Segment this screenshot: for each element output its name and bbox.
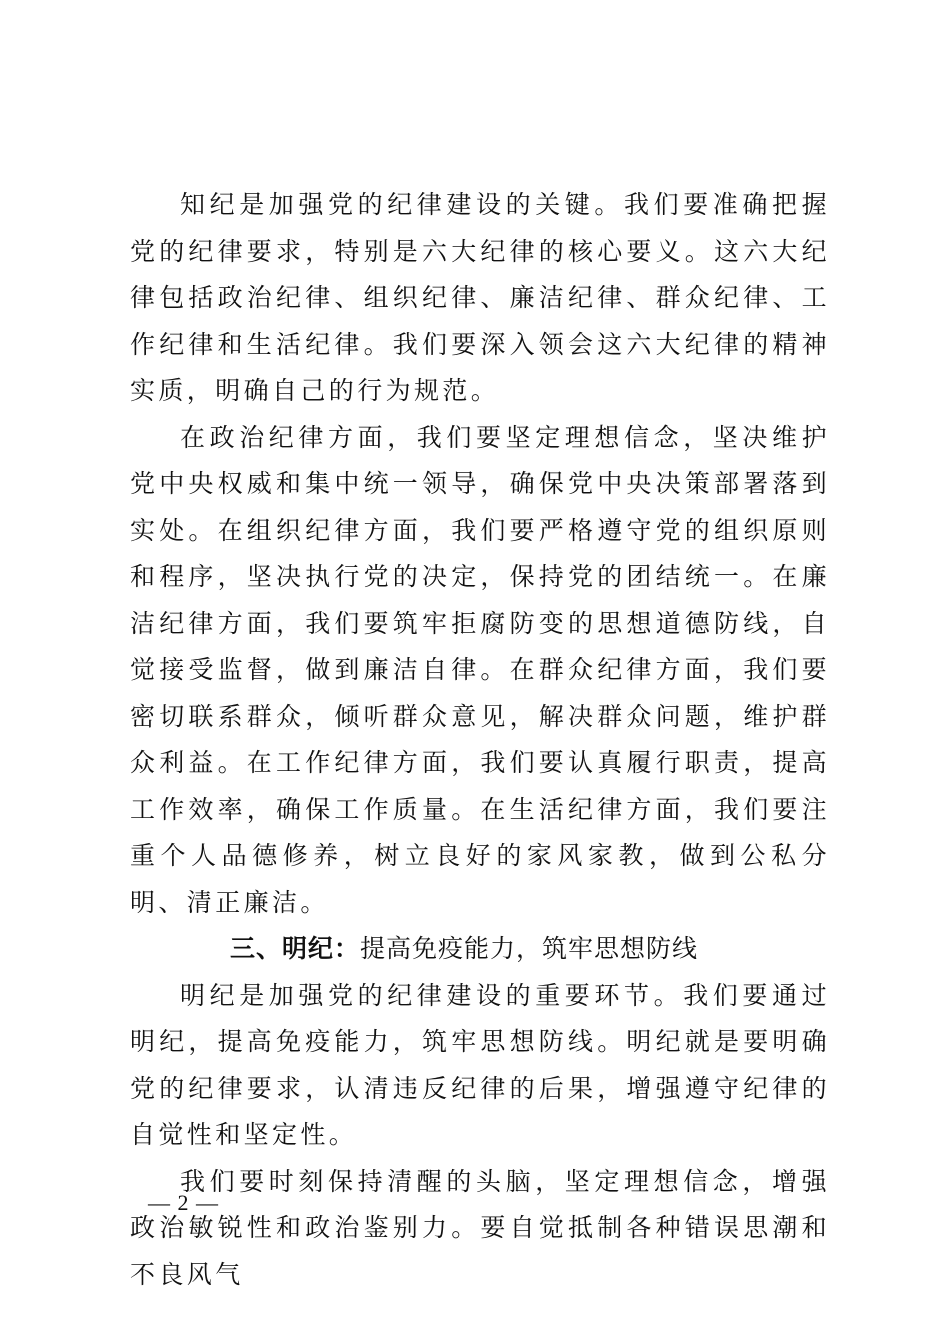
section-heading-text: 提高免疫能力，筑牢思想防线 [360, 934, 699, 963]
paragraph-six-disciplines: 在政治纪律方面，我们要坚定理想信念，坚决维护党中央权威和集中统一领导，确保党中央决策部署落到实处。在组织纪律方面，我们要严格遵守党的组织原则和程序，坚决执行党的决定，保持党的团结统一。在廉洁纪律方面，我们要筑牢拒腐防变的思想道德防线，自觉接受监督，做到廉洁自律。在群众纪律方面，我们要密切联系群众，倾听群众意见，解决群众问题，维护群众利益。在工作纪律方面，我们要认真履行职责，提高工作效率，确保工作质量。在生活纪律方面，我们要注重个人品德修养，树立良好的家风家教，做到公私分明、清正廉洁。 [130, 422, 830, 917]
section-heading [130, 926, 830, 973]
paragraph-mingji: 明纪是加强党的纪律建设的重要环节。我们要通过明纪，提高免疫能力，筑牢思想防线。明纪就是要明确党的纪律要求，认清违反纪律的后果，增强遵守纪律的自觉性和坚定性。 [130, 980, 830, 1149]
section-heading-label: 三、明纪： [230, 934, 361, 963]
paragraph-sober-mind: 我们要时刻保持清醒的头脑，坚定理想信念，增强政治敏锐性和政治鉴别力。要自觉抵制各种错误思潮和不良风气 [130, 1166, 830, 1289]
paragraph-zhiji: 知纪是加强党的纪律建设的关键。我们要准确把握党的纪律要求，特别是六大纪律的核心要义。这六大纪律包括政治纪律、组织纪律、廉洁纪律、群众纪律、工作纪律和生活纪律。我们要深入领会这六大纪律的精神实质，明确自己的行为规范。 [130, 190, 830, 405]
page-number: — 2 — [148, 1190, 219, 1215]
document-body [130, 182, 830, 1298]
